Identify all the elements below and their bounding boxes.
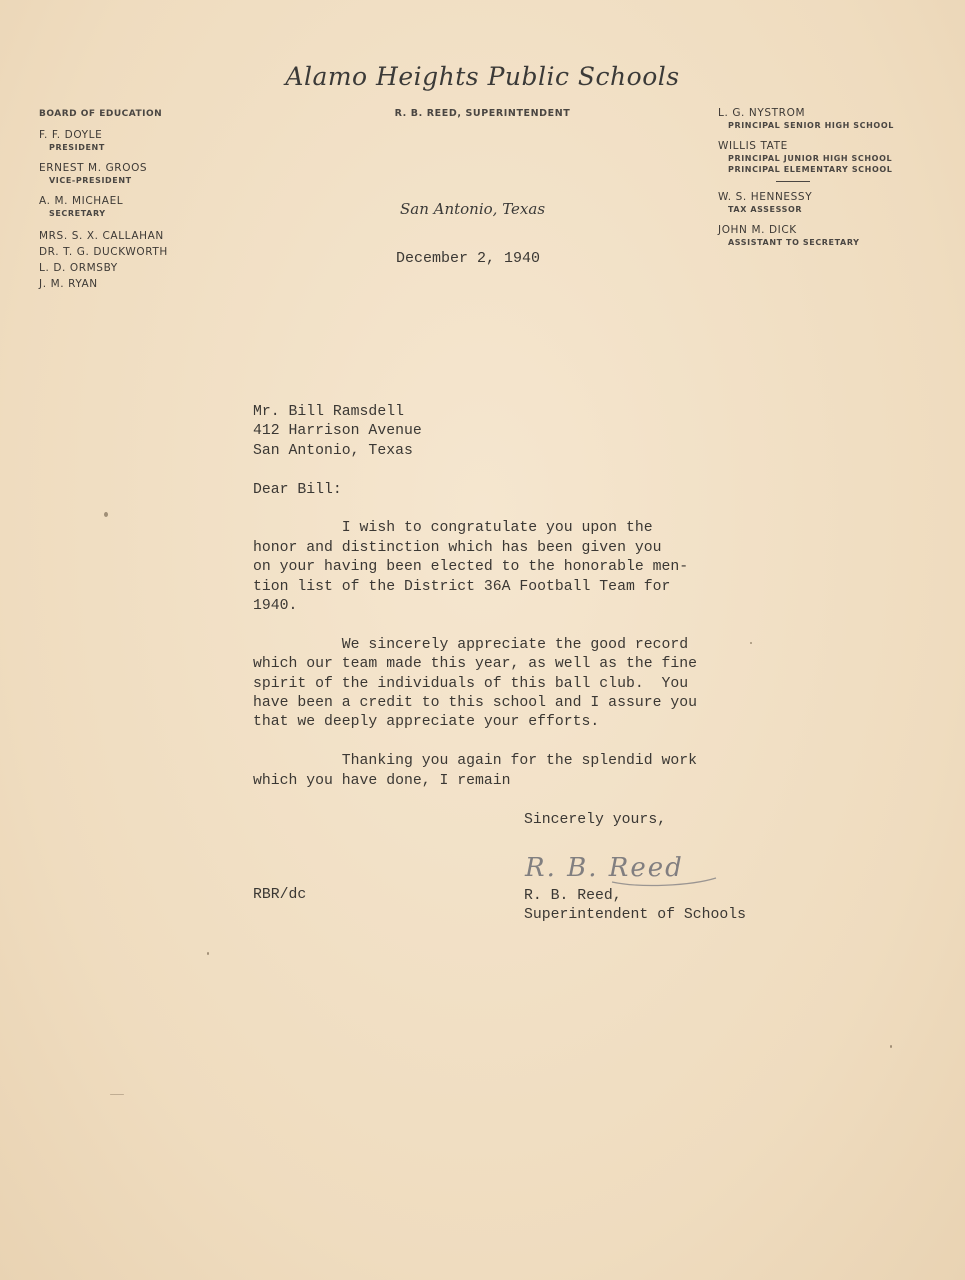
paper-speck xyxy=(207,952,209,955)
reference-initials: RBR/dc xyxy=(253,887,307,903)
paragraph-line: 1940. xyxy=(253,598,298,615)
board-member-name: MRS. S. X. CALLAHAN xyxy=(39,230,164,242)
signer-name: R. B. Reed, xyxy=(524,888,622,904)
closing: Sincerely yours, xyxy=(524,812,667,828)
paragraph-line: on your having been elected to the honorable men- xyxy=(253,559,689,576)
board-member-name: F. F. DOYLE xyxy=(39,129,103,141)
address-line: 412 Harrison Avenue xyxy=(253,423,422,440)
board-member-name: A. M. MICHAEL xyxy=(39,195,124,207)
paragraph-line: Thanking you again for the splendid work xyxy=(253,753,697,770)
signer-block xyxy=(524,887,746,926)
staff-role: PRINCIPAL ELEMENTARY SCHOOL xyxy=(728,165,893,174)
address-line: Mr. Bill Ramsdell xyxy=(253,404,404,420)
paper-speck xyxy=(110,1094,124,1095)
paragraph-line: have been a credit to this school and I assure you xyxy=(253,695,697,712)
location-line: San Antonio, Texas xyxy=(399,200,546,218)
paragraph-line: I wish to congratulate you upon the xyxy=(253,520,653,537)
staff-name: JOHN M. DICK xyxy=(718,224,797,236)
paragraph-line: that we deeply appreciate your efforts. xyxy=(253,714,600,731)
paper-speck xyxy=(750,642,752,644)
board-member-name: J. M. RYAN xyxy=(39,278,98,290)
letter-date: December 2, 1940 xyxy=(396,250,541,267)
letter-body xyxy=(253,403,813,791)
staff-role: PRINCIPAL SENIOR HIGH SCHOOL xyxy=(728,121,894,130)
paper-speck xyxy=(890,1045,892,1048)
board-member-role: VICE-PRESIDENT xyxy=(49,176,132,185)
divider xyxy=(776,181,810,182)
staff-role: PRINCIPAL JUNIOR HIGH SCHOOL xyxy=(728,154,893,163)
address-line: San Antonio, Texas xyxy=(253,442,413,459)
paragraph-line: honor and distinction which has been given you xyxy=(253,539,662,556)
paragraph-line: spirit of the individuals of this ball club. You xyxy=(253,675,689,692)
staff-name: L. G. NYSTROM xyxy=(718,107,806,119)
board-member-role: PRESIDENT xyxy=(49,143,105,152)
staff-name: WILLIS TATE xyxy=(718,140,788,152)
board-member-name: L. D. ORMSBY xyxy=(39,262,118,274)
superintendent-line: R. B. REED, SUPERINTENDENT xyxy=(394,108,571,119)
staff-role: ASSISTANT TO SECRETARY xyxy=(728,238,860,247)
salutation: Dear Bill: xyxy=(253,481,342,498)
paragraph-line: which our team made this year, as well as the fine xyxy=(253,656,697,673)
paragraph-line: tion list of the District 36A Football Team for xyxy=(253,578,671,595)
board-member-name: DR. T. G. DUCKWORTH xyxy=(39,246,168,258)
staff-role: TAX ASSESSOR xyxy=(728,205,803,214)
signer-title: Superintendent of Schools xyxy=(524,907,746,924)
school-name-masthead: Alamo Heights Public Schools xyxy=(285,62,680,91)
board-member-role: SECRETARY xyxy=(49,209,106,218)
paragraph-line: which you have done, I remain xyxy=(253,772,511,789)
paper-speck xyxy=(104,512,108,517)
staff-list xyxy=(718,107,894,248)
staff-name: W. S. HENNESSY xyxy=(718,191,813,203)
handwritten-signature: R. B. Reed xyxy=(525,853,684,883)
board-heading: BOARD OF EDUCATION xyxy=(39,109,163,119)
paragraph-line: We sincerely appreciate the good record xyxy=(253,636,689,653)
board-member-name: ERNEST M. GROOS xyxy=(39,162,148,174)
